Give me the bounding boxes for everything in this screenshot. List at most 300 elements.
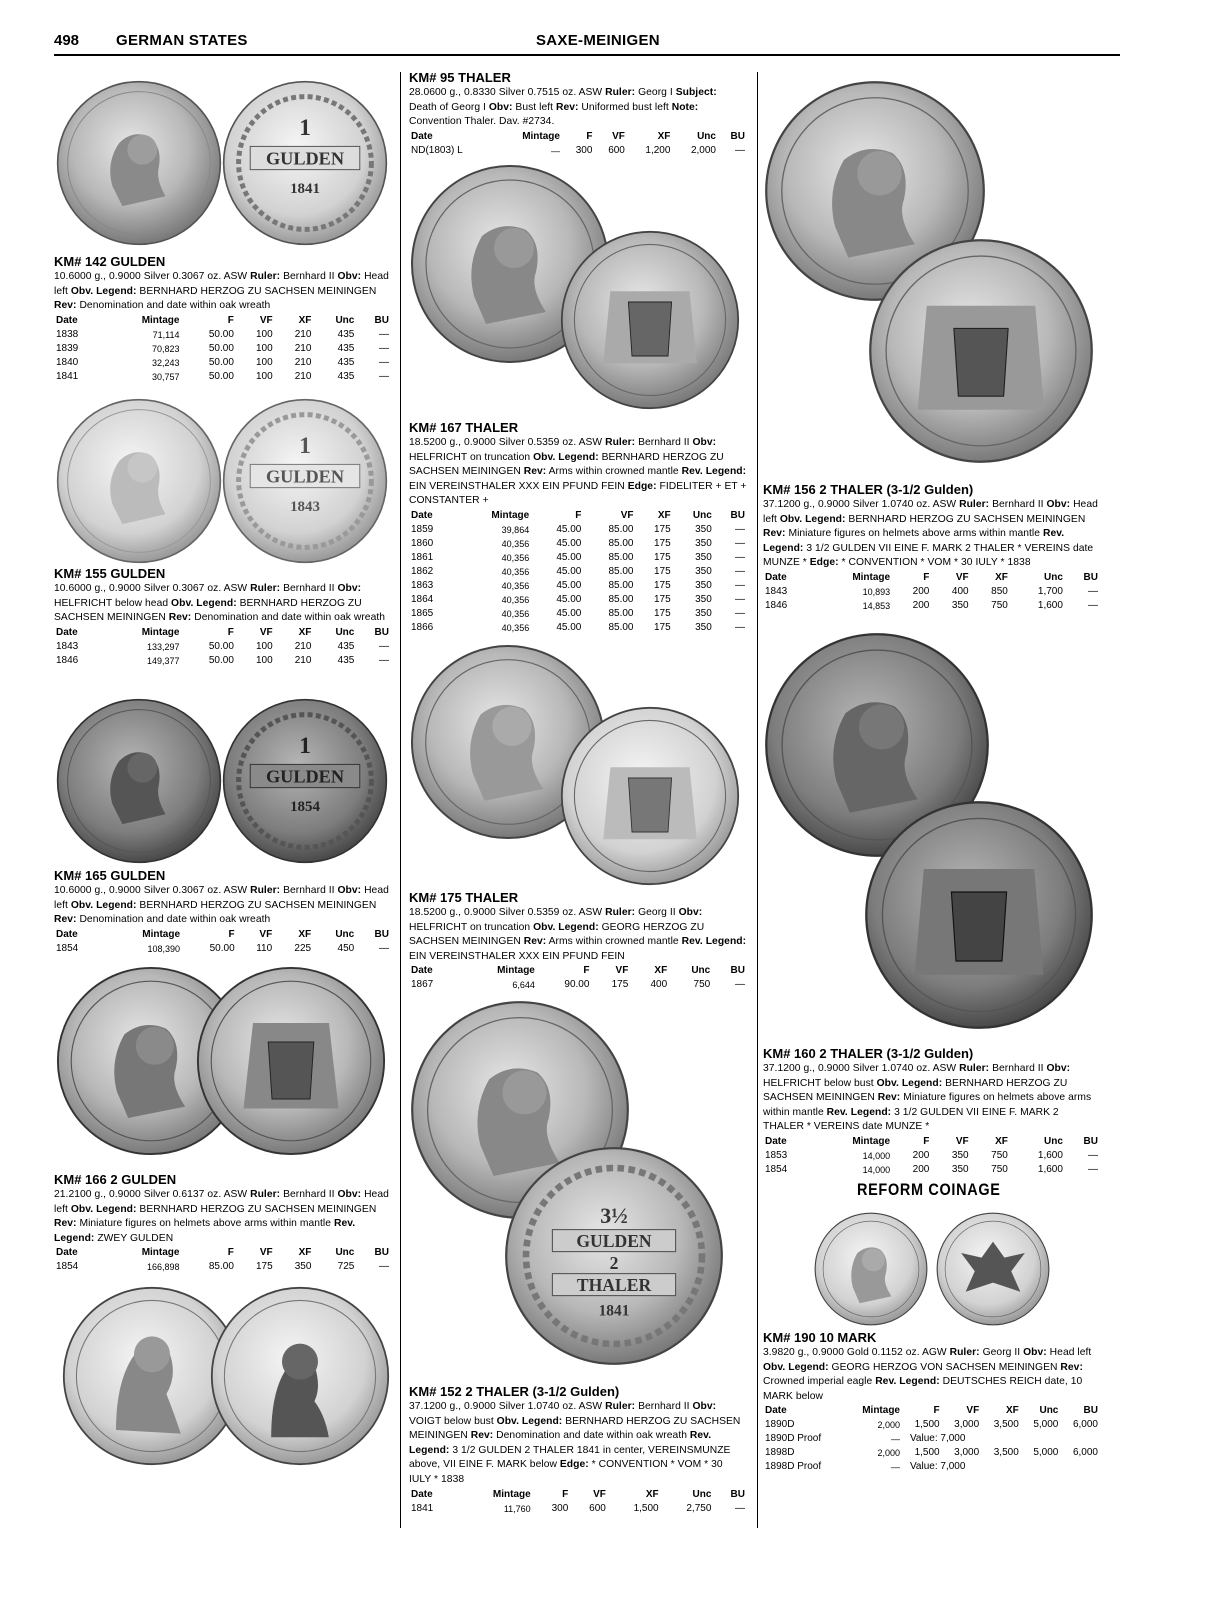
- table-cell: 6,000: [1072, 1419, 1098, 1431]
- table-cell: 40,356: [501, 566, 530, 577]
- table-row: [409, 621, 747, 635]
- table-cell: —: [379, 342, 389, 354]
- table-cell: —: [891, 1462, 900, 1473]
- coin-km142-obverse: [56, 80, 222, 246]
- table-row: [54, 356, 391, 370]
- table-cell: 210: [294, 342, 312, 354]
- table-cell: 85.00: [608, 523, 634, 535]
- table-cell: 175: [653, 579, 671, 591]
- column-divider-1: [400, 72, 401, 1528]
- table-cell: 1853: [765, 1149, 788, 1161]
- table-cell: 45.00: [556, 551, 582, 563]
- table-cell: 2,750: [686, 1502, 712, 1514]
- table-header-row: [54, 626, 391, 640]
- table-cell: 50.00: [208, 356, 234, 368]
- table-cell: 1854: [56, 1261, 79, 1273]
- coin-km167-reverse: [560, 230, 740, 410]
- coin-km166-reverse: [196, 966, 386, 1156]
- entry-km95: [409, 70, 747, 158]
- table-cell: 30,757: [151, 371, 180, 382]
- entry-km155: [54, 566, 391, 668]
- entry-km160: [763, 1046, 1100, 1177]
- table-cell: 1861: [411, 551, 434, 563]
- table-cell: 100: [255, 356, 273, 368]
- column-header: Unc: [691, 965, 711, 977]
- table-cell: 435: [337, 370, 355, 382]
- table-cell: 1,700: [1037, 585, 1063, 597]
- column-header: BU: [374, 1247, 389, 1259]
- coin-km155-reverse: [222, 398, 388, 564]
- table-cell: 1854: [765, 1163, 788, 1175]
- column-header: F: [923, 571, 930, 583]
- table-cell: —: [735, 1502, 745, 1514]
- table-cell: 3,000: [954, 1447, 980, 1459]
- column-header: XF: [298, 314, 312, 326]
- table-cell: 166,898: [146, 1262, 180, 1273]
- column-header: BU: [730, 1488, 745, 1500]
- column-header: Unc: [1039, 1405, 1059, 1417]
- coin-km155-obverse: [56, 398, 222, 564]
- column-header: VF: [620, 509, 634, 521]
- table-cell: 45.00: [556, 621, 582, 633]
- table-cell: —: [735, 551, 745, 563]
- table-cell: 1898D Proof: [765, 1461, 822, 1473]
- table-cell: 210: [294, 654, 312, 666]
- column-header: Unc: [692, 509, 712, 521]
- table-cell: 85.00: [208, 1261, 234, 1273]
- table-cell: 350: [695, 607, 712, 619]
- table-cell: 2,000: [877, 1420, 900, 1431]
- table-cell: 85.00: [608, 593, 634, 605]
- table-cell: 85.00: [608, 579, 634, 591]
- table-cell: —: [379, 356, 389, 368]
- km152-rev-number: 2: [609, 1253, 619, 1274]
- table-row: [409, 565, 747, 579]
- table-cell: 350: [695, 593, 712, 605]
- table-cell: —: [735, 593, 745, 605]
- table-header-row: [409, 509, 747, 523]
- table-header-row: [54, 314, 391, 328]
- price-table: [763, 571, 1100, 613]
- km165-rev-denomination: GULDEN: [265, 766, 345, 787]
- column-header: VF: [966, 1405, 980, 1417]
- table-cell: 175: [653, 565, 671, 577]
- price-table: [409, 130, 747, 158]
- table-cell: 5,000: [1033, 1447, 1059, 1459]
- table-cell: 3,500: [993, 1419, 1019, 1431]
- column-header: Date: [56, 928, 78, 940]
- column-header: BU: [1083, 1405, 1098, 1417]
- column-header: Unc: [697, 130, 716, 142]
- table-cell: —: [735, 621, 745, 633]
- column-header: Date: [411, 509, 433, 521]
- table-row: [54, 654, 391, 668]
- column-divider-2: [757, 72, 758, 1528]
- coin-km165-obverse: [56, 698, 222, 864]
- table-cell: 1843: [56, 640, 79, 652]
- table-cell: 45.00: [556, 537, 582, 549]
- column-header: XF: [298, 1247, 312, 1259]
- column-header: XF: [995, 571, 1008, 583]
- column-header: Date: [765, 1135, 787, 1147]
- table-cell: 85.00: [608, 537, 634, 549]
- table-cell: —: [1088, 1149, 1098, 1161]
- column-header: Unc: [1044, 1135, 1063, 1147]
- column-header: XF: [298, 928, 312, 940]
- table-cell: 90.00: [564, 979, 590, 991]
- table-header-row: [409, 130, 747, 144]
- entry-description: 37.1200 g., 0.9000 Silver 1.0740 oz. ASW Ruler: Bernhard II Obv: HELFRICHT below bust Obv. Legend: BERNHARD HERZOG ZU SACHSEN MEININGEN Rev: Miniature figures on helmets above arms within mantle Rev. Legend: 3 1/2 GULDEN VII EINE F. MARK 2 THALER * VEREINS date MUNZE *: [763, 1063, 1092, 1133]
- column-header: BU: [374, 928, 389, 940]
- column-header: Unc: [1044, 571, 1063, 583]
- table-row: [409, 607, 747, 621]
- table-cell: 45.00: [556, 607, 582, 619]
- table-cell: 1867: [411, 979, 434, 991]
- entry-title: KM# 156 2 THALER (3-1/2 Gulden): [763, 482, 974, 497]
- column-header: VF: [259, 928, 273, 940]
- table-cell: 45.00: [556, 579, 582, 591]
- column-header: F: [562, 1488, 569, 1500]
- table-header-row: [409, 1488, 747, 1502]
- table-cell: 750: [693, 979, 711, 991]
- table-cell: 1841: [56, 370, 79, 382]
- km142-rev-value: 1: [299, 114, 311, 141]
- table-cell: 40,356: [501, 552, 530, 563]
- table-cell: 1,500: [914, 1447, 940, 1459]
- table-cell: 5,000: [1033, 1419, 1059, 1431]
- column-header: Date: [56, 626, 78, 638]
- column-header: F: [227, 626, 234, 638]
- entry-km175: [409, 890, 747, 992]
- table-cell: 175: [653, 593, 671, 605]
- table-cell: —: [735, 565, 745, 577]
- table-cell: —: [379, 328, 389, 340]
- entry-description: 10.6000 g., 0.9000 Silver 0.3067 oz. ASW Ruler: Bernhard II Obv: Head left Obv. Legend: BERNHARD HERZOG ZU SACHSEN MEININGEN Rev: Denomination and date within oak wreath: [54, 885, 389, 926]
- table-cell: 725: [337, 1261, 355, 1273]
- column-header: Date: [411, 130, 433, 142]
- table-cell: —: [735, 537, 745, 549]
- table-cell: 400: [951, 585, 969, 597]
- coin-km190-reverse: [936, 1212, 1050, 1326]
- table-cell: ND(1803) L: [411, 144, 463, 156]
- entry-description: 18.5200 g., 0.9000 Silver 0.5359 oz. ASW Ruler: Bernhard II Obv: HELFRICHT on truncation Obv. Legend: BERNHARD HERZOG ZU SACHSEN MEININGEN Rev: Arms within crowned mantle Rev. Legend: EIN VEREINSTHALER XXX EIN PFUND FEIN Edge: FIDELITER + ET + CONSTANTER +: [409, 437, 747, 507]
- table-cell: 3,000: [954, 1419, 980, 1431]
- entry-title: KM# 152 2 THALER (3-1/2 Gulden): [409, 1384, 620, 1399]
- table-cell: 1864: [411, 593, 434, 605]
- table-cell: 11,760: [503, 1503, 531, 1514]
- table-row: [763, 1460, 1100, 1474]
- entry-km152: [409, 1384, 747, 1516]
- entry-title: KM# 190 10 MARK: [763, 1330, 877, 1345]
- table-cell: —: [735, 523, 745, 535]
- column-header: BU: [1083, 1135, 1098, 1147]
- table-cell: 1859: [411, 523, 434, 535]
- table-cell: 6,644: [512, 980, 535, 991]
- table-cell: 210: [294, 370, 312, 382]
- column-header: Mintage: [852, 1135, 891, 1147]
- table-cell: 6,000: [1072, 1447, 1098, 1459]
- table-cell: 175: [653, 523, 671, 535]
- table-cell: 10,893: [862, 586, 891, 597]
- table-cell: 200: [912, 585, 930, 597]
- table-cell: —: [735, 579, 745, 591]
- table-cell: 14,853: [862, 600, 891, 611]
- table-cell: —: [735, 979, 745, 991]
- table-row: [763, 1432, 1100, 1446]
- table-cell: 1,200: [645, 144, 671, 156]
- table-cell: 50.00: [208, 370, 234, 382]
- table-cell: 14,000: [862, 1164, 891, 1175]
- table-cell: —: [379, 942, 389, 954]
- column-header: BU: [730, 130, 745, 142]
- price-table: [54, 1246, 391, 1274]
- table-row: [763, 585, 1100, 599]
- table-cell: 210: [294, 640, 312, 652]
- column-header: XF: [298, 626, 312, 638]
- column-header: F: [933, 1405, 940, 1417]
- column-header: XF: [654, 965, 668, 977]
- table-cell: 1890D: [765, 1419, 795, 1431]
- table-cell: 40,356: [501, 594, 530, 605]
- table-cell: 45.00: [556, 593, 582, 605]
- column-header: F: [228, 928, 235, 940]
- table-cell: 175: [611, 979, 629, 991]
- column-header: Unc: [335, 928, 355, 940]
- table-cell: 200: [912, 1149, 930, 1161]
- entry-km166: [54, 1172, 391, 1274]
- km152-rev-value: 3½: [600, 1203, 628, 1228]
- table-cell: 85.00: [608, 551, 634, 563]
- section-heading-reform-coinage: REFORM COINAGE: [857, 1180, 1001, 1199]
- table-cell: 750: [991, 599, 1008, 611]
- column-header: Mintage: [862, 1405, 900, 1417]
- table-cell: 1843: [765, 585, 788, 597]
- table-cell: 1862: [411, 565, 434, 577]
- table-cell: 350: [695, 579, 712, 591]
- table-cell: 1841: [411, 1502, 434, 1514]
- table-cell: 350: [951, 1149, 969, 1161]
- table-cell: 175: [653, 621, 671, 633]
- entry-title: KM# 155 GULDEN: [54, 566, 166, 581]
- coin-km160-reverse: [864, 800, 1094, 1030]
- section-title: GERMAN STATES: [116, 32, 248, 49]
- entry-title: KM# 165 GULDEN: [54, 868, 166, 883]
- column-header: Date: [411, 1488, 433, 1500]
- column-header: VF: [259, 626, 273, 638]
- table-cell: 1,600: [1037, 1149, 1063, 1161]
- coin-km152-reverse: [504, 1146, 724, 1366]
- table-row: [409, 523, 747, 537]
- column-header: VF: [593, 1488, 606, 1500]
- entry-title: KM# 167 THALER: [409, 420, 519, 435]
- table-cell: 1838: [56, 328, 79, 340]
- entry-km142: [54, 254, 391, 384]
- table-header-row: [54, 1246, 391, 1260]
- column-header: Date: [411, 965, 433, 977]
- table-cell: 300: [575, 144, 593, 156]
- price-table: [54, 626, 391, 668]
- entry-title: KM# 95 THALER: [409, 70, 511, 85]
- column-header: Unc: [692, 1488, 712, 1500]
- table-cell: 40,356: [501, 580, 530, 591]
- entry-description: 28.0600 g., 0.8330 Silver 0.7515 oz. ASW Ruler: Georg I Subject: Death of Georg I Obv: Bust left Rev: Uniformed bust left Note: Convention Thaler. Dav. #2734.: [409, 87, 717, 128]
- table-cell: 50.00: [208, 654, 234, 666]
- table-cell: —: [891, 1434, 900, 1445]
- table-cell: —: [379, 640, 389, 652]
- table-cell: —: [1088, 1163, 1098, 1175]
- price-table: [409, 964, 747, 992]
- page-number: 498: [54, 32, 80, 49]
- table-cell: 435: [337, 654, 355, 666]
- table-row: [409, 978, 747, 992]
- column-header: XF: [657, 509, 671, 521]
- table-cell: 50.00: [208, 328, 234, 340]
- table-cell: 100: [255, 328, 273, 340]
- table-cell: 1898D: [765, 1447, 795, 1459]
- column-header: VF: [955, 1135, 969, 1147]
- table-cell: 350: [695, 621, 712, 633]
- table-cell: 2,000: [690, 144, 716, 156]
- table-cell: 50.00: [208, 640, 234, 652]
- table-row: [763, 1446, 1100, 1460]
- coin-km165-reverse: [222, 698, 388, 864]
- table-cell: 1854: [56, 942, 79, 954]
- table-cell: 40,356: [501, 622, 530, 633]
- table-cell: 14,000: [862, 1150, 891, 1161]
- column-header: XF: [657, 130, 671, 142]
- entry-km156: [763, 482, 1100, 613]
- table-cell: 45.00: [556, 523, 582, 535]
- coin-km190-obverse: [814, 1212, 928, 1326]
- table-row: [54, 370, 391, 384]
- state-title: SAXE-MEINIGEN: [536, 32, 660, 49]
- table-cell: 40,356: [501, 538, 530, 549]
- table-cell: 71,114: [152, 329, 180, 340]
- price-table: [763, 1135, 1100, 1177]
- column-header: Unc: [335, 1247, 355, 1259]
- table-cell: 1890D Proof: [765, 1433, 822, 1445]
- column-header: XF: [645, 1488, 659, 1500]
- column-header: BU: [730, 965, 745, 977]
- table-row: [54, 342, 391, 356]
- column-header: VF: [615, 965, 629, 977]
- table-cell: 175: [653, 537, 671, 549]
- table-row: [763, 1149, 1100, 1163]
- column-header: Date: [765, 571, 787, 583]
- table-row: [409, 593, 747, 607]
- km165-rev-value: 1: [299, 732, 311, 759]
- coin-km95-reverse: [210, 1286, 390, 1466]
- entry-description: 10.6000 g., 0.9000 Silver 0.3067 oz. ASW Ruler: Bernhard II Obv: HELFRICHT below head Obv. Legend: BERNHARD HERZOG ZU SACHSEN MEININGEN Rev: Denomination and date within oak wreath: [54, 583, 386, 624]
- table-cell: —: [735, 607, 745, 619]
- entry-km167: [409, 420, 747, 635]
- table-header-row: [409, 964, 747, 978]
- km152-rev-date: 1841: [598, 1302, 630, 1320]
- table-cell: 350: [951, 1163, 969, 1175]
- column-header: Mintage: [141, 1247, 180, 1259]
- table-row: [409, 1502, 747, 1516]
- column-header: VF: [259, 314, 273, 326]
- table-cell: 133,297: [146, 641, 180, 652]
- column-header: Mintage: [497, 965, 535, 977]
- table-cell: 350: [695, 537, 712, 549]
- column-header: Unc: [335, 314, 355, 326]
- table-cell: 350: [951, 599, 969, 611]
- column-header: F: [227, 1247, 234, 1259]
- table-cell: 39,864: [501, 524, 530, 535]
- table-cell: 1866: [411, 621, 434, 633]
- coin-km142-reverse: [222, 80, 388, 246]
- table-cell: —: [379, 654, 389, 666]
- table-cell: 85.00: [608, 607, 634, 619]
- price-table: [409, 509, 747, 635]
- table-header-row: [763, 571, 1100, 585]
- entry-description: 18.5200 g., 0.9000 Silver 0.5359 oz. ASW Ruler: Georg II Obv: HELFRICHT on truncation Obv. Legend: GEORG HERZOG ZU SACHSEN MEININGEN Rev: Arms within crowned mantle Rev. Legend: EIN VEREINSTHALER XXX EIN PFUND FEIN: [409, 907, 747, 962]
- table-cell: 1,500: [633, 1502, 659, 1514]
- column-header: F: [227, 314, 234, 326]
- column-header: BU: [374, 314, 389, 326]
- column-header: Unc: [335, 626, 355, 638]
- column-header: BU: [374, 626, 389, 638]
- km152-rev-thaler: THALER: [576, 1275, 652, 1296]
- entry-km165: [54, 868, 391, 956]
- table-row: [409, 537, 747, 551]
- table-cell: 50.00: [208, 342, 234, 354]
- entry-title: KM# 160 2 THALER (3-1/2 Gulden): [763, 1046, 974, 1061]
- column-header: BU: [730, 509, 745, 521]
- table-cell: 1839: [56, 342, 79, 354]
- table-cell: 45.00: [556, 565, 582, 577]
- table-cell: 175: [653, 607, 671, 619]
- table-cell: 175: [653, 551, 671, 563]
- table-row: [54, 640, 391, 654]
- column-header: Date: [765, 1405, 787, 1417]
- column-header: Mintage: [142, 928, 181, 940]
- column-header: VF: [612, 130, 625, 142]
- table-header-row: [54, 928, 391, 942]
- km142-rev-denomination: GULDEN: [265, 148, 345, 169]
- table-row: [409, 551, 747, 565]
- entry-km190: [763, 1330, 1100, 1474]
- km152-rev-denomination: GULDEN: [576, 1231, 652, 1252]
- table-cell: 2,000: [877, 1448, 900, 1459]
- table-cell: 350: [695, 551, 712, 563]
- table-cell: 1,600: [1037, 1163, 1063, 1175]
- coin-km175-reverse: [560, 706, 740, 886]
- column-header: Date: [56, 1247, 78, 1259]
- table-cell: 200: [912, 1163, 930, 1175]
- table-cell: —: [379, 1261, 389, 1273]
- entry-description: 37.1200 g., 0.9000 Silver 1.0740 oz. ASW Ruler: Bernhard II Obv: VOIGT below bust Obv. Legend: BERNHARD HERZOG ZU SACHSEN MEININGEN Rev: Denomination and date within oak wreath Rev. Legend: 3 1/2 GULDEN 2 THALER 1841 in center, VEREINSMUNZE above, VII EINE F. MARK below Edge: * CONVENTION * VOM * 30 IULY * 1838: [409, 1401, 741, 1485]
- table-cell: 1846: [765, 599, 788, 611]
- table-cell: 750: [991, 1163, 1008, 1175]
- table-row: [409, 144, 747, 158]
- table-cell: —: [379, 370, 389, 382]
- price-table: [54, 314, 391, 384]
- table-cell: 108,390: [147, 943, 181, 954]
- entry-description: 3.9820 g., 0.9000 Gold 0.1152 oz. AGW Ruler: Georg II Obv: Head left Obv. Legend: GEORG HERZOG VON SACHSEN MEININGEN Rev: Crowned imperial eagle Rev. Legend: DEUTSCHES REICH date, 10 MARK below: [763, 1347, 1092, 1402]
- column-header: F: [575, 509, 582, 521]
- table-cell: Value: 7,000: [910, 1461, 966, 1473]
- table-cell: 70,823: [151, 343, 180, 354]
- column-header: Mintage: [522, 130, 560, 142]
- table-cell: 200: [912, 599, 930, 611]
- table-cell: 350: [695, 565, 712, 577]
- table-cell: —: [735, 144, 745, 156]
- table-row: [54, 942, 391, 956]
- table-cell: —: [1088, 585, 1098, 597]
- column-header: BU: [1083, 571, 1098, 583]
